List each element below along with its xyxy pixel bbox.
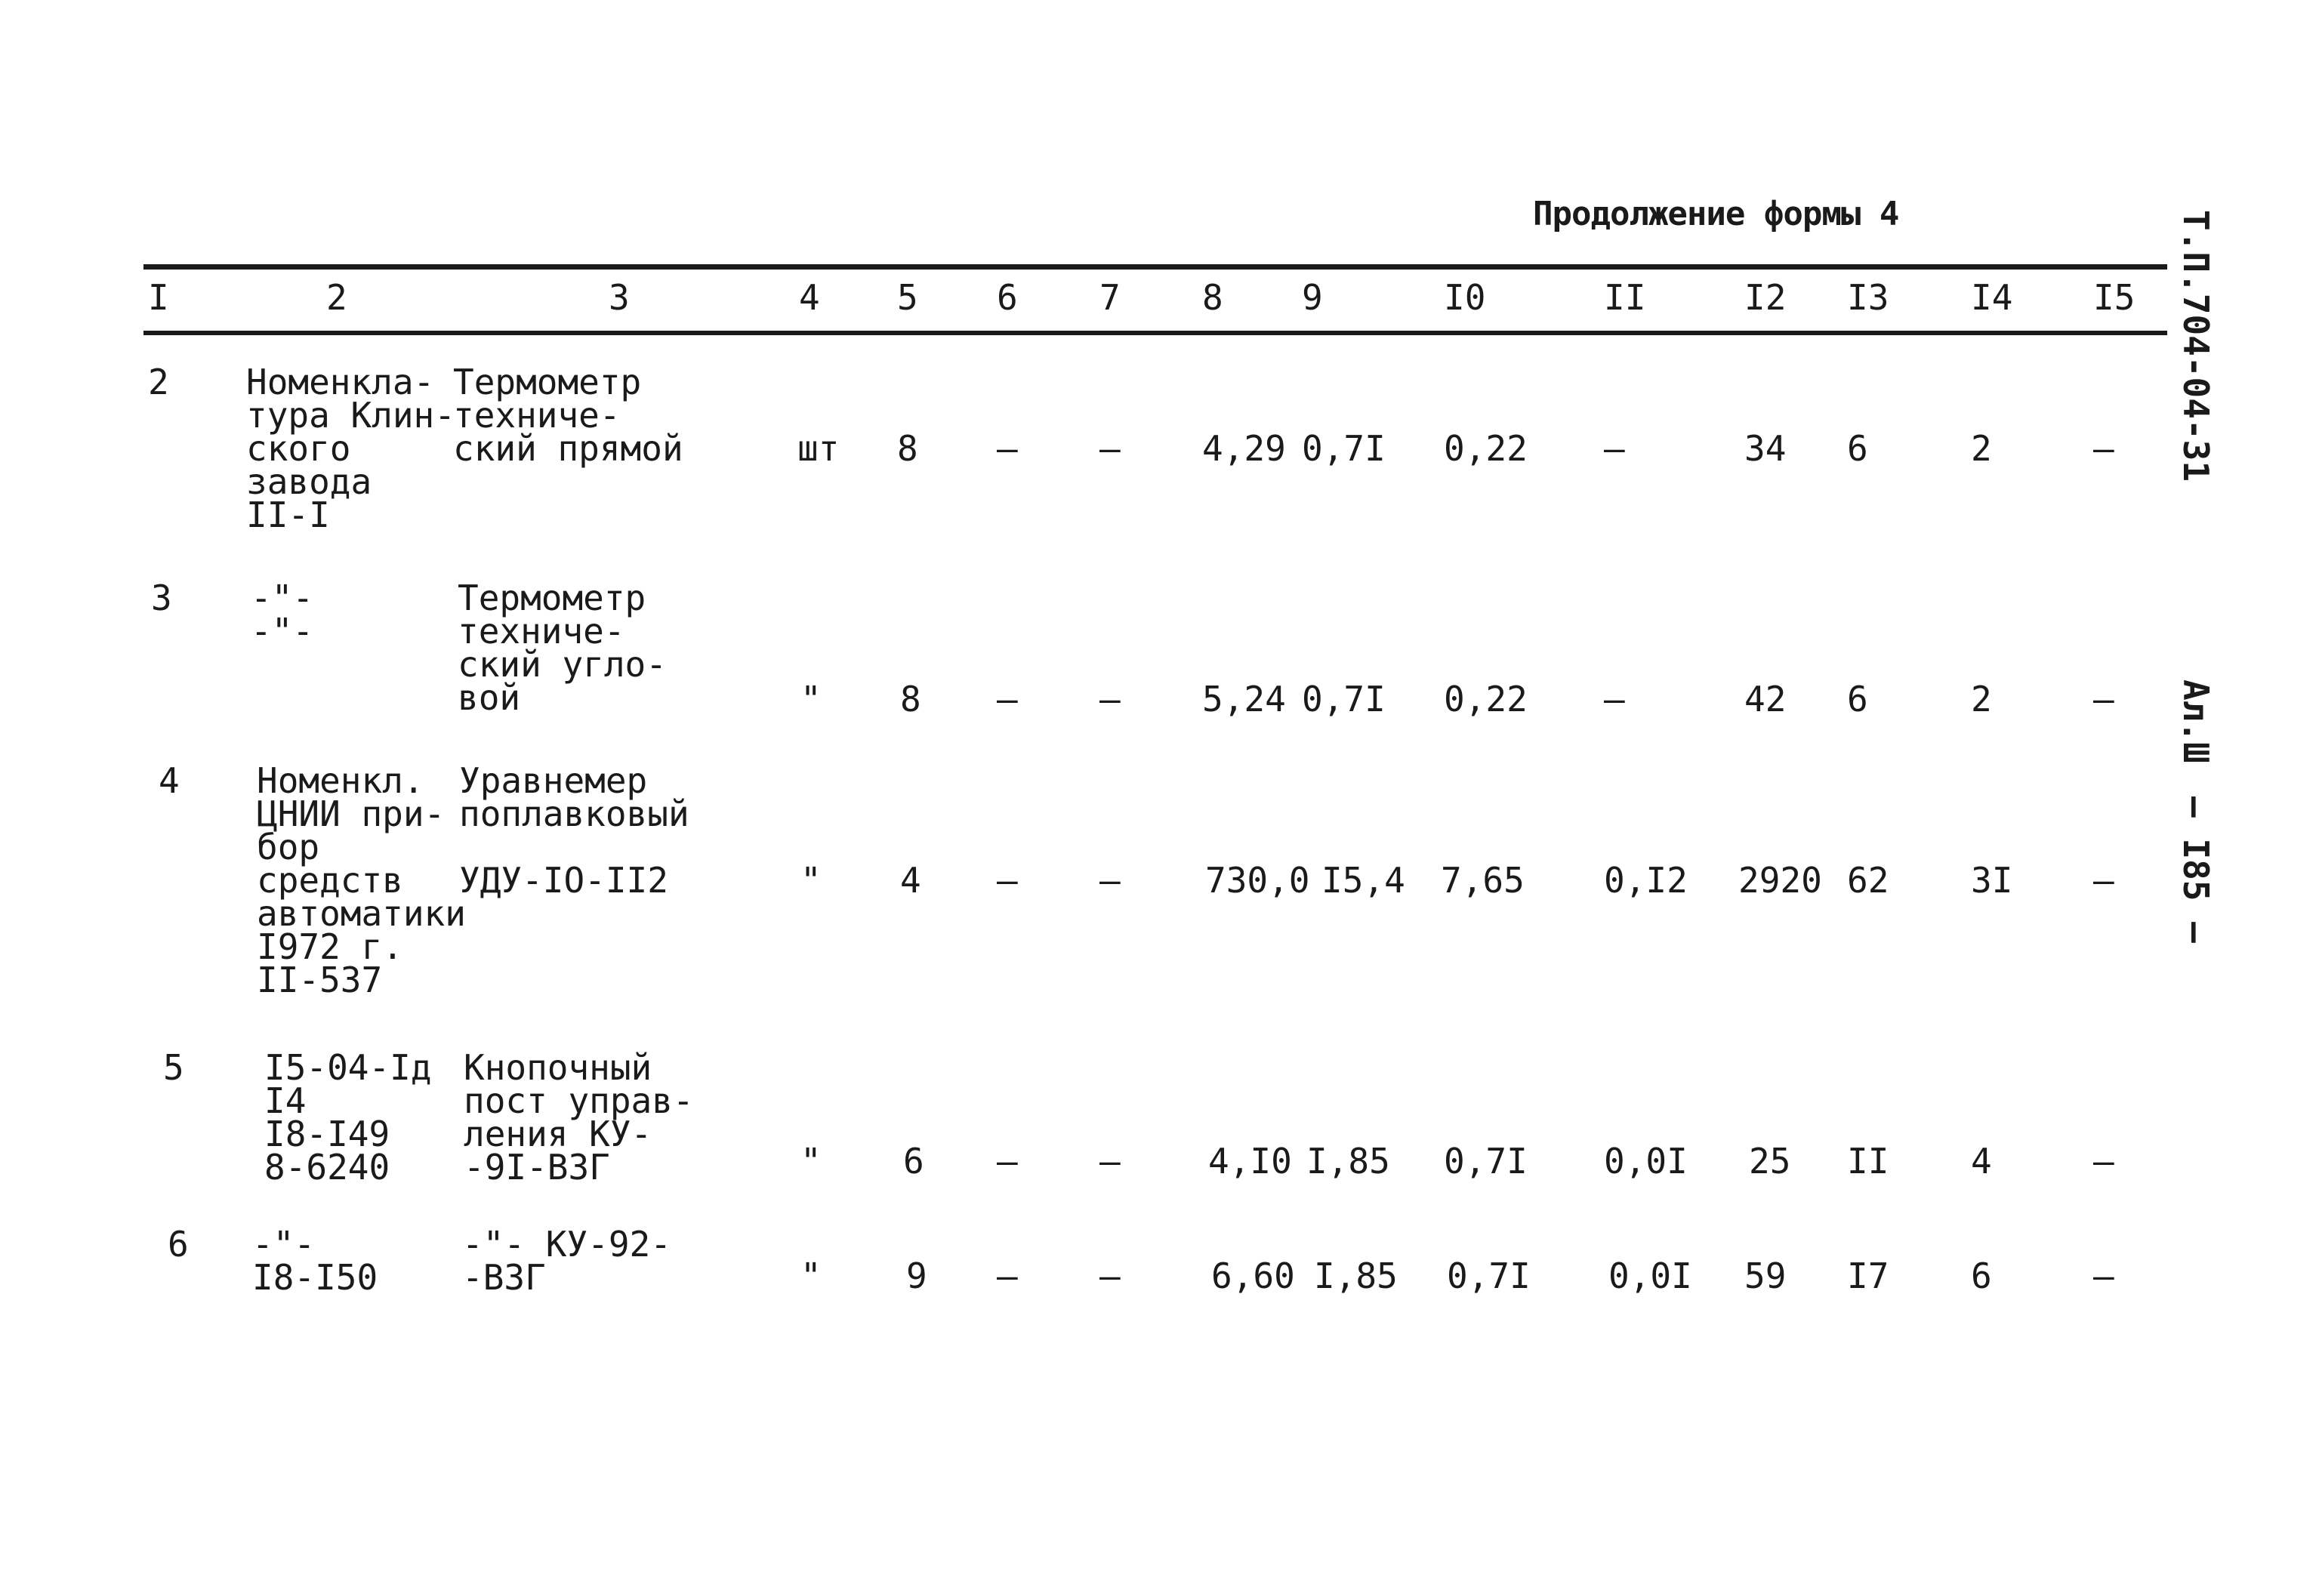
col-11-value: 0,0I: [1608, 1256, 1692, 1296]
col-13-value: 6: [1847, 679, 1868, 719]
quantity: 9: [906, 1256, 927, 1296]
row-number: 2: [148, 362, 169, 402]
col-10-value: 0,7I: [1444, 1141, 1528, 1182]
table-top-rule: [143, 264, 2167, 270]
col-12-value: 59: [1744, 1256, 1787, 1296]
col-8-value: 730,0: [1205, 860, 1310, 901]
col-11-value: –: [1604, 679, 1625, 719]
item-description: Уравнемер поплавковый УДУ-IO-II2: [459, 760, 689, 901]
col-13-value: II: [1847, 1141, 1889, 1182]
col-14-value: 2: [1971, 679, 1992, 719]
unit: ": [800, 1256, 822, 1296]
side-album-label: Ал.Ш: [2176, 679, 2216, 763]
header-col-11: II: [1604, 277, 1646, 318]
continuation-label: Продолжение формы 4: [1533, 195, 1899, 233]
side-page-number: — I85 —: [2176, 796, 2216, 943]
col-10-value: 0,22: [1444, 428, 1528, 469]
unit: шт: [797, 428, 840, 469]
col-10-value: 0,22: [1444, 679, 1528, 719]
col-7-value: –: [1099, 679, 1121, 719]
col-15-value: –: [2093, 1256, 2114, 1296]
col-15-value: –: [2093, 679, 2114, 719]
col-9-value: I5,4: [1321, 860, 1405, 901]
item-description: Кнопочный пост управ- ления КУ- -9I-ВЗГ: [464, 1047, 694, 1188]
quantity: 4: [900, 860, 921, 901]
row-number: 3: [151, 578, 172, 618]
row-number: 6: [168, 1224, 189, 1265]
col-13-value: 62: [1847, 860, 1889, 901]
header-col-9: 9: [1302, 277, 1323, 318]
col-12-value: 25: [1749, 1141, 1791, 1182]
catalog-reference: -"- I8-I50: [252, 1224, 378, 1298]
col-7-value: –: [1099, 860, 1121, 901]
col-12-value: 2920: [1738, 860, 1822, 901]
quantity: 6: [903, 1141, 924, 1182]
col-6-value: –: [997, 679, 1018, 719]
header-col-15: I5: [2093, 277, 2136, 318]
row-number: 5: [163, 1047, 184, 1088]
col-8-value: 4,I0: [1208, 1141, 1292, 1182]
catalog-reference: I5-04-Iд I4 I8-I49 8-6240: [264, 1047, 432, 1188]
header-col-2: 2: [326, 277, 347, 318]
col-10-value: 7,65: [1441, 860, 1525, 901]
catalog-reference: Номенкл. ЦНИИ при- бор средств автоматики I972 г. II-537: [257, 760, 466, 1000]
col-8-value: 5,24: [1202, 679, 1286, 719]
header-col-4: 4: [799, 277, 820, 318]
item-description: Термометр техниче- ский угло- вой: [458, 578, 667, 718]
col-13-value: I7: [1847, 1256, 1889, 1296]
col-6-value: –: [997, 860, 1018, 901]
col-9-value: 0,7I: [1302, 428, 1386, 469]
col-6-value: –: [997, 428, 1018, 469]
col-12-value: 34: [1744, 428, 1787, 469]
col-14-value: 3I: [1971, 860, 2013, 901]
col-7-value: –: [1099, 1141, 1121, 1182]
unit: ": [800, 679, 822, 719]
item-description: -"- КУ-92- -ВЗГ: [462, 1224, 671, 1298]
catalog-reference: -"- -"-: [251, 578, 314, 652]
header-col-14: I4: [1971, 277, 2013, 318]
col-7-value: –: [1099, 1256, 1121, 1296]
col-9-value: I,85: [1314, 1256, 1398, 1296]
header-col-3: 3: [609, 277, 630, 318]
quantity: 8: [897, 428, 918, 469]
col-15-value: –: [2093, 1141, 2114, 1182]
header-col-10: I0: [1444, 277, 1486, 318]
header-col-1: I: [148, 277, 169, 318]
col-9-value: I,85: [1306, 1141, 1390, 1182]
col-11-value: –: [1604, 428, 1625, 469]
item-description: Термометр техниче- ский прямой: [453, 362, 683, 469]
col-15-value: –: [2093, 428, 2114, 469]
header-col-8: 8: [1202, 277, 1223, 318]
catalog-reference: Номенкла- тура Клин- ского завода II-I: [246, 362, 455, 535]
header-bottom-rule: [143, 331, 2167, 335]
side-document-code: Т.П.704-04-31: [2176, 210, 2216, 482]
unit: ": [800, 860, 822, 901]
col-6-value: –: [997, 1256, 1018, 1296]
unit: ": [800, 1141, 822, 1182]
col-8-value: 6,60: [1211, 1256, 1295, 1296]
col-13-value: 6: [1847, 428, 1868, 469]
col-14-value: 6: [1971, 1256, 1992, 1296]
col-9-value: 0,7I: [1302, 679, 1386, 719]
col-7-value: –: [1099, 428, 1121, 469]
header-col-13: I3: [1847, 277, 1889, 318]
col-14-value: 4: [1971, 1141, 1992, 1182]
quantity: 8: [900, 679, 921, 719]
header-col-6: 6: [997, 277, 1018, 318]
header-col-7: 7: [1099, 277, 1121, 318]
col-14-value: 2: [1971, 428, 1992, 469]
header-col-12: I2: [1744, 277, 1787, 318]
col-6-value: –: [997, 1141, 1018, 1182]
col-8-value: 4,29: [1202, 428, 1286, 469]
col-12-value: 42: [1744, 679, 1787, 719]
header-col-5: 5: [897, 277, 918, 318]
col-11-value: 0,0I: [1604, 1141, 1688, 1182]
col-15-value: –: [2093, 860, 2114, 901]
col-11-value: 0,I2: [1604, 860, 1688, 901]
col-10-value: 0,7I: [1447, 1256, 1531, 1296]
row-number: 4: [159, 760, 180, 801]
